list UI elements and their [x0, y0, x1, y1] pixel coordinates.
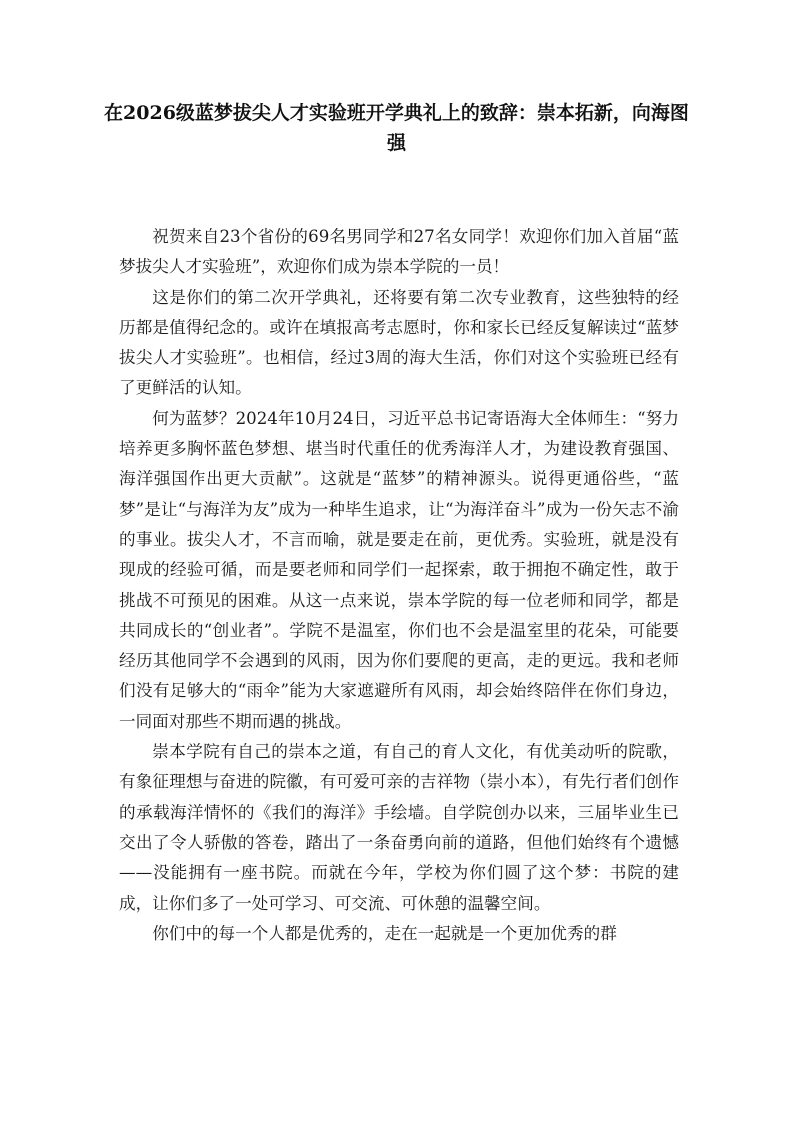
document-body: [119, 222, 679, 949]
paragraph: 崇本学院有自己的崇本之道，有自己的育人文化，有优美动听的院歌，有象征理想与奋进的院徽，有可爱可亲的吉祥物（崇小本），有先行者们创作的承载海洋情怀的《我们的海洋》手绘墙。自学院创办以来，三届毕业生已交出了令人骄傲的答卷，踏出了一条奋勇向前的道路，但他们始终有个遗憾——没能拥有一座书院。而就在今年，学校为你们圆了这个梦：书院的建成，让你们多了一处可学习、可交流、可休憩的温馨空间。: [119, 742, 679, 913]
paragraph: 祝贺来自23个省份的69名男同学和27名女同学！欢迎你们加入首届“蓝梦拔尖人才实验班”，欢迎你们成为崇本学院的一员！: [119, 227, 679, 277]
paragraph: 何为蓝梦？2024年10月24日，习近平总书记寄语海大全体师生：“努力培养更多胸怀蓝色梦想、堪当时代重任的优秀海洋人才，为建设教育强国、海洋强国作出更大贡献”。这就是“蓝梦”的精神源头。说得更通俗些，“蓝梦”是让“与海洋为友”成为一种毕生追求，让“为海洋奋斗”成为一份矢志不渝的事业。拔尖人才，不言而喻，就是要走在前，更优秀。实验班，就是没有现成的经验可循，而是要老师和同学们一起探索，敢于拥抱不确定性，敢于挑战不可预见的困难。从这一点来说，崇本学院的每一位老师和同学，都是共同成长的“创业者”。学院不是温室，你们也不会是温室里的花朵，可能要经历其他同学不会遇到的风雨，因为你们要爬的更高，走的更远。我和老师们没有足够大的“雨伞”能为大家遮避所有风雨，却会始终陪伴在你们身边，一同面对那些不期而遇的挑战。: [119, 408, 679, 731]
document-title: 在2026级蓝梦拔尖人才实验班开学典礼上的致辞：崇本拓新，向海图强: [104, 102, 689, 154]
paragraph: 这是你们的第二次开学典礼，还将要有第二次专业教育，这些独特的经历都是值得纪念的。或许在填报高考志愿时，你和家长已经反复解读过“蓝梦拔尖人才实验班”。也相信，经过3周的海大生活，你们对这个实验班已经有了更鲜活的认知。: [119, 287, 679, 398]
paragraph: 你们中的每一个人都是优秀的，走在一起就是一个更加优秀的群: [152, 923, 617, 943]
